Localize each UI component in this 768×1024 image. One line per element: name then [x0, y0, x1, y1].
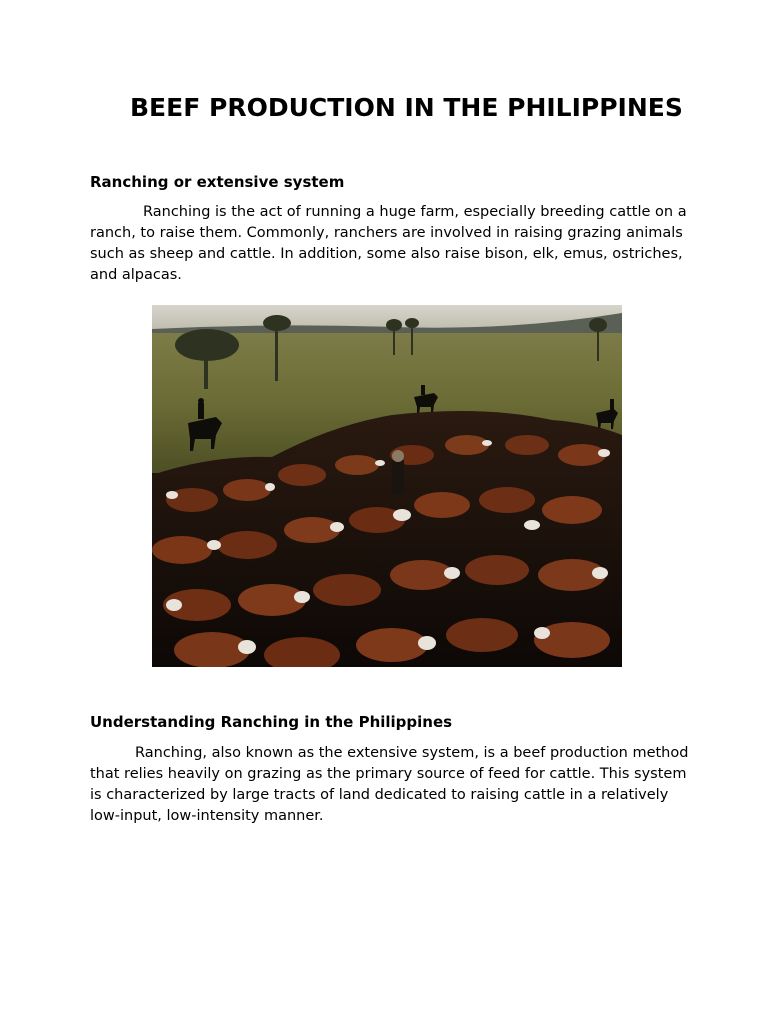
section-paragraph-understanding	[90, 743, 690, 827]
section-paragraph-understanding-text: Ranching, also known as the extensive system, is a beef production method that relies heavily on grazing as the primary source of feed for cattle. This system is characterized by large tracts of land dedicated to raising cattle in a relatively low-input, low-intensity manner.	[90, 745, 689, 824]
document-title	[90, 90, 690, 125]
section-heading-ranching: Ranching or extensive system	[90, 173, 345, 191]
section-heading-understanding: Understanding Ranching in the Philippines	[90, 713, 453, 731]
ranch-cattle-photo	[152, 305, 622, 667]
document-title-text: BEEF PRODUCTION IN THE PHILIPPINES	[130, 93, 683, 122]
section-paragraph-ranching-text: Ranching is the act of running a huge farm, especially breeding cattle on a ranch, to raise them. Commonly, ranchers are involved in raising grazing animals such as sheep and cattle. In addition, some also raise bison, elk, emus, ostriches, and alpacas.	[90, 204, 687, 283]
section-paragraph-ranching	[90, 202, 690, 286]
